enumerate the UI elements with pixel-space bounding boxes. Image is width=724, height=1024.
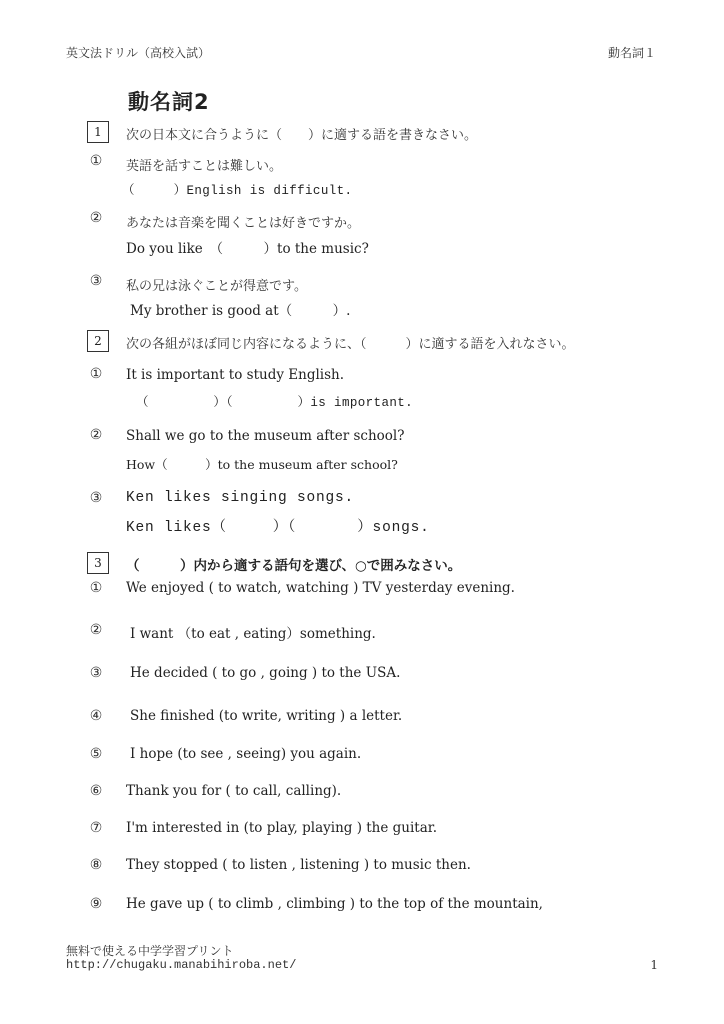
s3-item-2-sentence: I want （to eat , eating）something. [130,626,376,642]
s3-item-4-number: ④ [89,708,103,724]
s1-item-1-english: （ ）English is difficult. [122,184,353,198]
page-title: 動名詞2 [128,90,210,114]
s1-item-2-japanese: あなたは音楽を聞くことは好きですか。 [126,216,361,231]
s2-item-1-sentence-a: It is important to study English. [126,367,345,383]
section-3-instruction: （ ）内から適する語句を選び、○で囲みなさい。 [126,558,462,574]
s3-item-7-number: ⑦ [89,820,103,836]
footer-url[interactable]: http://chugaku.manabihiroba.net/ [66,958,297,972]
section-1-number: 1 [87,121,109,143]
s3-item-1-sentence: We enjoyed ( to watch, watching ) TV yesterday evening. [126,580,515,596]
s2-item-2-number: ② [89,427,103,443]
s1-item-3-number: ③ [89,273,103,289]
header-right: 動名詞１ [607,46,656,60]
s1-item-1-japanese: 英語を話すことは難しい。 [126,159,283,174]
s1-item-1-number: ① [89,153,103,169]
s2-item-3-sentence-a: Ken likes singing songs. [126,490,355,506]
s3-item-4-sentence: She finished (to write, writing ) a letter. [130,708,403,724]
s3-item-6-number: ⑥ [89,783,103,799]
s2-item-1-number: ① [89,366,103,382]
footer-site-name: 無料で使える中学学習プリント [66,944,234,958]
s2-item-2-sentence-b: How（ ）to the museum after school? [126,457,398,472]
section-2-instruction: 次の各組がほぼ同じ内容になるように、（ ）に適する語を入れなさい。 [126,337,575,352]
header-left: 英文法ドリル（高校入試） [66,46,211,60]
s3-item-1-number: ① [89,580,103,596]
s3-item-2-number: ② [89,622,103,638]
s1-item-2-number: ② [89,210,103,226]
s2-item-2-sentence-a: Shall we go to the museum after school? [126,428,405,444]
s3-item-3-number: ③ [89,665,103,681]
s3-item-7-sentence: I'm interested in (to play, playing ) the guitar. [126,820,438,836]
s3-item-9-sentence: He gave up ( to climb , climbing ) to the top of the mountain, [126,896,543,912]
page-number: 1 [650,958,658,972]
s3-item-9-number: ⑨ [89,896,103,912]
s2-item-1-sentence-b: （ ）（ ）is important. [136,396,414,410]
section-3-number: 3 [87,552,109,574]
s1-item-2-english: Do you like （ ）to the music? [126,241,369,257]
section-1-instruction: 次の日本文に合うように（ ）に適する語を書きなさい。 [126,128,478,143]
section-2-number: 2 [87,330,109,352]
s2-item-3-sentence-b: Ken likes（ ）（ ）songs. [126,520,430,536]
s1-item-3-japanese: 私の兄は泳ぐことが得意です。 [126,279,307,294]
s2-item-3-number: ③ [89,490,103,506]
s3-item-8-number: ⑧ [89,857,103,873]
s3-item-3-sentence: He decided ( to go , going ) to the USA. [130,665,401,681]
s3-item-8-sentence: They stopped ( to listen , listening ) to music then. [126,857,471,873]
s3-item-5-sentence: I hope (to see , seeing) you again. [130,746,362,762]
s3-item-6-sentence: Thank you for ( to call, calling). [126,783,342,799]
s1-item-3-english: My brother is good at（ ）. [130,303,351,319]
s3-item-5-number: ⑤ [89,746,103,762]
